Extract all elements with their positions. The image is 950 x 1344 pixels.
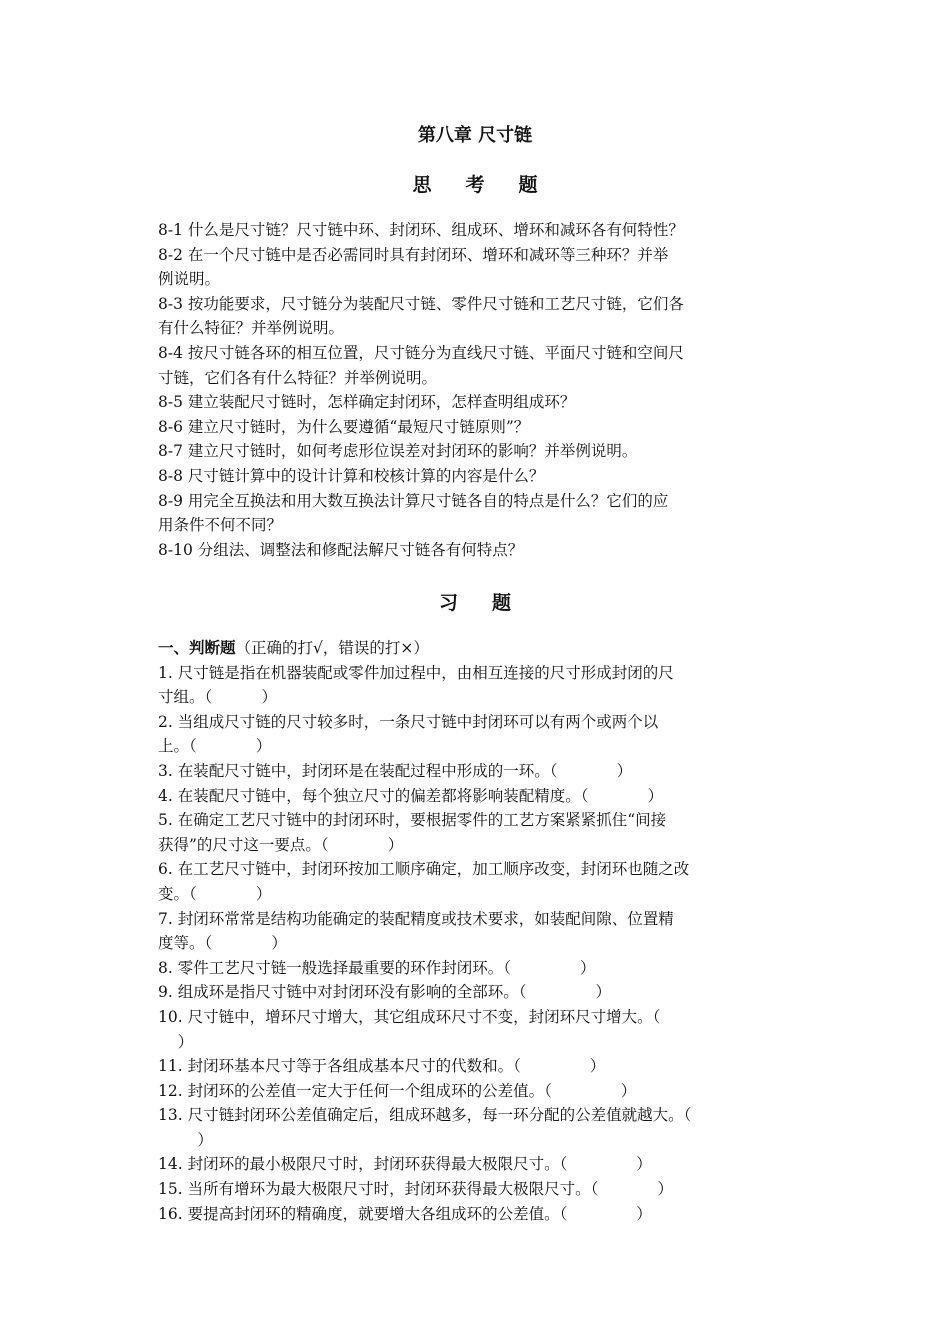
exercise-line: 5. 在确定工艺尺寸链中的封闭环时，要根据零件的工艺方案紧紧抓住“间接	[158, 811, 667, 830]
exercise-line: 度等。（ ）	[158, 934, 287, 953]
think-line: 8-7 建立尺寸链时，如何考虑形位误差对封闭环的影响？并举例说明。	[158, 442, 638, 461]
think-heading-char: 题	[518, 174, 538, 196]
think-line: 8-10 分组法、调整法和修配法解尺寸链各有何特点？	[158, 540, 524, 559]
exercise-line: 2. 当组成尺寸链的尺寸较多时，一条尺寸链中封闭环可以有两个或两个以	[158, 712, 659, 731]
exercise-line: 11. 封闭环基本尺寸等于各组成基本尺寸的代数和。（ ）	[158, 1057, 606, 1076]
exercise-line: 15. 当所有增环为最大极限尺寸时，封闭环获得最大极限尺寸。（ ）	[158, 1180, 673, 1199]
think-line: 有什么特征？并举例说明。	[158, 319, 345, 338]
exercise-line: 13. 尺寸链封闭环公差值确定后，组成环越多，每一环分配的公差值就越大。（	[158, 1106, 692, 1125]
exercise-section-title: 一、判断题	[158, 638, 236, 657]
exercise-line: 4. 在装配尺寸链中，每个独立尺寸的偏差都将影响装配精度。（ ）	[158, 786, 664, 805]
think-line: 8-8 尺寸链计算中的设计计算和校核计算的内容是什么？	[158, 466, 545, 485]
think-line: 8-2 在一个尺寸链中是否必需同时具有封闭环、增环和减环等三种环？并举	[158, 245, 669, 264]
think-line: 8-9 用完全互换法和用大数互换法计算尺寸链各自的特点是什么？它们的应	[158, 491, 669, 510]
exercise-heading-char: 题	[492, 592, 512, 614]
exercise-line: 10. 尺寸链中，增环尺寸增大，其它组成环尺寸不变，封闭环尺寸增大。（	[158, 1007, 661, 1026]
think-line: 用条件不何不同？	[158, 516, 283, 535]
exercise-line: 16. 要提高封闭环的精确度，就要增大各组成环的公差值。（ ）	[158, 1204, 652, 1223]
chapter-title: 第八章 尺寸链	[417, 125, 533, 146]
think-question-list	[158, 218, 798, 562]
exercise-line: 1. 尺寸链是指在机器装配或零件加过程中，由相互连接的尺寸形成封闭的尺	[158, 663, 674, 682]
think-line: 8-3 按功能要求，尺寸链分为装配尺寸链、零件尺寸链和工艺尺寸链，它们各	[158, 294, 684, 313]
exercise-list	[158, 636, 798, 1226]
think-line: 寸链，它们各有什么特征？并举例说明。	[158, 368, 438, 387]
think-line: 8-6 建立尺寸链时，为什么要遵循“最短尺寸链原则”？	[158, 417, 530, 436]
exercise-line: 上。（ ）	[158, 737, 272, 756]
exercise-line: 寸组。（ ）	[158, 688, 278, 707]
exercise-line: ）	[158, 1130, 213, 1149]
think-heading-char: 思	[412, 174, 432, 196]
exercise-section-header	[158, 636, 798, 661]
exercise-line: 14. 封闭环的最小极限尺寸时，封闭环获得最大极限尺寸。（ ）	[158, 1155, 652, 1174]
exercise-line: 6. 在工艺尺寸链中，封闭环按加工顺序确定，加工顺序改变，封闭环也随之改	[158, 860, 690, 879]
exercise-line: 3. 在装配尺寸链中，封闭环是在装配过程中形成的一环。（ ）	[158, 761, 633, 780]
exercise-heading-char: 习	[438, 592, 458, 614]
think-line: 8-5 建立装配尺寸链时，怎样确定封闭环，怎样查明组成环？	[158, 393, 576, 412]
exercise-line: 变。（ ）	[158, 884, 272, 903]
exercise-line: 9. 组成环是指尺寸链中对封闭环没有影响的全部环。（ ）	[158, 983, 611, 1002]
think-line: 例说明。	[158, 270, 221, 289]
think-heading	[0, 172, 950, 198]
exercise-line: ）	[158, 1032, 194, 1051]
exercise-section-note: （正确的打√，错误的打×）	[235, 639, 429, 657]
think-heading-char: 考	[465, 174, 485, 196]
exercise-line: 获得”的尺寸这一要点。（ ）	[158, 835, 404, 854]
exercise-line: 7. 封闭环常常是结构功能确定的装配精度或技术要求，如装配间隙、位置精	[158, 909, 674, 928]
exercise-line: 12. 封闭环的公差值一定大于任何一个组成环的公差值。（ ）	[158, 1081, 637, 1100]
exercise-line: 8. 零件工艺尺寸链一般选择最重要的环作封闭环。（ ）	[158, 958, 596, 977]
think-line: 8-1 什么是尺寸链？尺寸链中环、封闭环、组成环、增环和减环各有何特性？	[158, 221, 684, 239]
exercise-heading	[0, 590, 950, 616]
think-line: 8-4 按尺寸链各环的相互位置，尺寸链分为直线尺寸链、平面尺寸链和空间尺	[158, 343, 684, 362]
